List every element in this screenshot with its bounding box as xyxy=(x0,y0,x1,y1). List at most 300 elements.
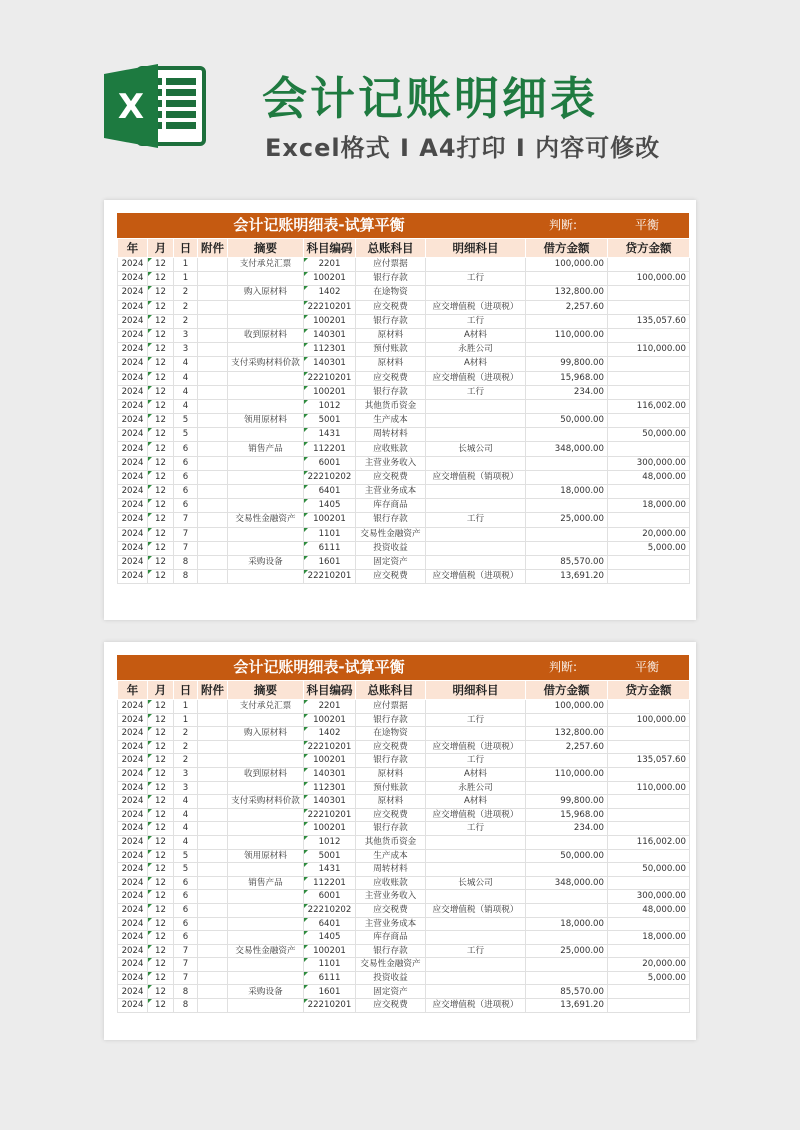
cell-attachment[interactable] xyxy=(198,931,228,945)
cell-detail-account[interactable]: A材料 xyxy=(426,795,526,809)
cell-summary[interactable] xyxy=(228,863,304,877)
cell-general-account[interactable]: 应付票据 xyxy=(356,700,426,714)
cell-detail-account[interactable]: 应交增值税（进项税） xyxy=(426,999,526,1013)
cell-account-code[interactable]: 100201 xyxy=(304,272,356,286)
cell-attachment[interactable] xyxy=(198,300,228,314)
cell-day[interactable]: 6 xyxy=(174,890,198,904)
cell-attachment[interactable] xyxy=(198,795,228,809)
cell-account-code[interactable]: 6401 xyxy=(304,485,356,499)
cell-account-code[interactable]: 2201 xyxy=(304,700,356,714)
cell-account-code[interactable]: 1405 xyxy=(304,499,356,513)
cell-summary[interactable]: 收到原材料 xyxy=(228,767,304,781)
cell-debit-amount[interactable]: 100,000.00 xyxy=(526,258,608,272)
cell-detail-account[interactable] xyxy=(426,428,526,442)
cell-attachment[interactable] xyxy=(198,286,228,300)
cell-attachment[interactable] xyxy=(198,485,228,499)
cell-month[interactable]: 12 xyxy=(148,371,174,385)
cell-debit-amount[interactable]: 110,000.00 xyxy=(526,767,608,781)
cell-debit-amount[interactable]: 50,000.00 xyxy=(526,849,608,863)
cell-attachment[interactable] xyxy=(198,958,228,972)
cell-attachment[interactable] xyxy=(198,700,228,714)
cell-account-code[interactable]: 100201 xyxy=(304,513,356,527)
cell-year[interactable]: 2024 xyxy=(118,357,148,371)
cell-general-account[interactable]: 原材料 xyxy=(356,767,426,781)
cell-general-account[interactable]: 原材料 xyxy=(356,357,426,371)
cell-credit-amount[interactable]: 50,000.00 xyxy=(608,428,690,442)
cell-account-code[interactable]: 1402 xyxy=(304,286,356,300)
cell-summary[interactable] xyxy=(228,808,304,822)
cell-year[interactable]: 2024 xyxy=(118,428,148,442)
cell-account-code[interactable]: 1431 xyxy=(304,863,356,877)
cell-debit-amount[interactable]: 348,000.00 xyxy=(526,876,608,890)
cell-general-account[interactable]: 预付账款 xyxy=(356,343,426,357)
cell-summary[interactable]: 购入原材料 xyxy=(228,286,304,300)
cell-year[interactable]: 2024 xyxy=(118,931,148,945)
cell-summary[interactable]: 领用原材料 xyxy=(228,849,304,863)
cell-credit-amount[interactable]: 300,000.00 xyxy=(608,456,690,470)
cell-day[interactable]: 1 xyxy=(174,713,198,727)
cell-attachment[interactable] xyxy=(198,272,228,286)
cell-credit-amount[interactable] xyxy=(608,822,690,836)
cell-credit-amount[interactable]: 5,000.00 xyxy=(608,541,690,555)
cell-general-account[interactable]: 生产成本 xyxy=(356,414,426,428)
cell-debit-amount[interactable] xyxy=(526,399,608,413)
cell-account-code[interactable]: 140301 xyxy=(304,328,356,342)
cell-credit-amount[interactable] xyxy=(608,555,690,569)
cell-attachment[interactable] xyxy=(198,740,228,754)
cell-year[interactable]: 2024 xyxy=(118,985,148,999)
cell-month[interactable]: 12 xyxy=(148,442,174,456)
cell-month[interactable]: 12 xyxy=(148,781,174,795)
cell-account-code[interactable]: 6111 xyxy=(304,971,356,985)
cell-general-account[interactable]: 周转材料 xyxy=(356,428,426,442)
cell-account-code[interactable]: 6401 xyxy=(304,917,356,931)
cell-attachment[interactable] xyxy=(198,835,228,849)
cell-month[interactable]: 12 xyxy=(148,541,174,555)
cell-credit-amount[interactable] xyxy=(608,999,690,1013)
cell-credit-amount[interactable]: 5,000.00 xyxy=(608,971,690,985)
cell-detail-account[interactable] xyxy=(426,863,526,877)
cell-summary[interactable] xyxy=(228,971,304,985)
cell-summary[interactable]: 支付采购材料价款 xyxy=(228,357,304,371)
cell-debit-amount[interactable]: 13,691.20 xyxy=(526,570,608,584)
cell-detail-account[interactable] xyxy=(426,890,526,904)
cell-account-code[interactable]: 5001 xyxy=(304,849,356,863)
cell-day[interactable]: 2 xyxy=(174,727,198,741)
cell-day[interactable]: 6 xyxy=(174,499,198,513)
cell-summary[interactable] xyxy=(228,999,304,1013)
cell-day[interactable]: 7 xyxy=(174,944,198,958)
cell-credit-amount[interactable] xyxy=(608,385,690,399)
cell-month[interactable]: 12 xyxy=(148,328,174,342)
cell-account-code[interactable]: 22210201 xyxy=(304,740,356,754)
cell-year[interactable]: 2024 xyxy=(118,767,148,781)
cell-year[interactable]: 2024 xyxy=(118,890,148,904)
cell-attachment[interactable] xyxy=(198,428,228,442)
cell-account-code[interactable]: 2201 xyxy=(304,258,356,272)
cell-credit-amount[interactable] xyxy=(608,357,690,371)
cell-year[interactable]: 2024 xyxy=(118,470,148,484)
cell-summary[interactable] xyxy=(228,272,304,286)
cell-credit-amount[interactable]: 50,000.00 xyxy=(608,863,690,877)
cell-month[interactable]: 12 xyxy=(148,727,174,741)
cell-general-account[interactable]: 交易性金融资产 xyxy=(356,958,426,972)
cell-account-code[interactable]: 100201 xyxy=(304,822,356,836)
cell-debit-amount[interactable]: 100,000.00 xyxy=(526,700,608,714)
cell-debit-amount[interactable]: 2,257.60 xyxy=(526,740,608,754)
cell-month[interactable]: 12 xyxy=(148,944,174,958)
cell-year[interactable]: 2024 xyxy=(118,917,148,931)
cell-month[interactable]: 12 xyxy=(148,485,174,499)
cell-year[interactable]: 2024 xyxy=(118,727,148,741)
cell-day[interactable]: 6 xyxy=(174,442,198,456)
cell-month[interactable]: 12 xyxy=(148,917,174,931)
cell-credit-amount[interactable]: 100,000.00 xyxy=(608,713,690,727)
cell-year[interactable]: 2024 xyxy=(118,944,148,958)
cell-day[interactable]: 7 xyxy=(174,971,198,985)
cell-attachment[interactable] xyxy=(198,499,228,513)
cell-detail-account[interactable]: 工行 xyxy=(426,713,526,727)
cell-debit-amount[interactable] xyxy=(526,863,608,877)
cell-general-account[interactable]: 银行存款 xyxy=(356,513,426,527)
cell-general-account[interactable]: 预付账款 xyxy=(356,781,426,795)
cell-year[interactable]: 2024 xyxy=(118,300,148,314)
cell-summary[interactable] xyxy=(228,371,304,385)
cell-summary[interactable]: 销售产品 xyxy=(228,876,304,890)
cell-debit-amount[interactable] xyxy=(526,971,608,985)
cell-summary[interactable] xyxy=(228,835,304,849)
cell-year[interactable]: 2024 xyxy=(118,971,148,985)
cell-month[interactable]: 12 xyxy=(148,808,174,822)
cell-month[interactable]: 12 xyxy=(148,849,174,863)
cell-debit-amount[interactable]: 2,257.60 xyxy=(526,300,608,314)
cell-day[interactable]: 2 xyxy=(174,754,198,768)
cell-debit-amount[interactable]: 18,000.00 xyxy=(526,917,608,931)
cell-day[interactable]: 6 xyxy=(174,470,198,484)
cell-attachment[interactable] xyxy=(198,371,228,385)
cell-credit-amount[interactable]: 116,002.00 xyxy=(608,399,690,413)
cell-day[interactable]: 6 xyxy=(174,903,198,917)
cell-day[interactable]: 8 xyxy=(174,985,198,999)
cell-detail-account[interactable]: A材料 xyxy=(426,328,526,342)
cell-detail-account[interactable] xyxy=(426,414,526,428)
cell-attachment[interactable] xyxy=(198,258,228,272)
cell-general-account[interactable]: 投资收益 xyxy=(356,971,426,985)
cell-credit-amount[interactable] xyxy=(608,513,690,527)
cell-summary[interactable]: 采购设备 xyxy=(228,555,304,569)
cell-day[interactable]: 7 xyxy=(174,527,198,541)
cell-general-account[interactable]: 固定资产 xyxy=(356,985,426,999)
cell-month[interactable]: 12 xyxy=(148,890,174,904)
cell-attachment[interactable] xyxy=(198,727,228,741)
cell-detail-account[interactable]: 工行 xyxy=(426,272,526,286)
cell-day[interactable]: 3 xyxy=(174,328,198,342)
cell-account-code[interactable]: 100201 xyxy=(304,713,356,727)
cell-month[interactable]: 12 xyxy=(148,795,174,809)
cell-summary[interactable] xyxy=(228,385,304,399)
cell-attachment[interactable] xyxy=(198,357,228,371)
cell-debit-amount[interactable] xyxy=(526,713,608,727)
cell-general-account[interactable]: 其他货币资金 xyxy=(356,399,426,413)
cell-detail-account[interactable] xyxy=(426,700,526,714)
cell-credit-amount[interactable]: 18,000.00 xyxy=(608,499,690,513)
cell-credit-amount[interactable]: 20,000.00 xyxy=(608,527,690,541)
cell-attachment[interactable] xyxy=(198,808,228,822)
cell-attachment[interactable] xyxy=(198,890,228,904)
cell-debit-amount[interactable]: 50,000.00 xyxy=(526,414,608,428)
cell-credit-amount[interactable] xyxy=(608,985,690,999)
cell-debit-amount[interactable] xyxy=(526,272,608,286)
cell-detail-account[interactable]: 工行 xyxy=(426,754,526,768)
cell-detail-account[interactable]: 长城公司 xyxy=(426,442,526,456)
cell-attachment[interactable] xyxy=(198,822,228,836)
cell-day[interactable]: 5 xyxy=(174,849,198,863)
cell-detail-account[interactable]: 应交增值税（进项税） xyxy=(426,808,526,822)
cell-year[interactable]: 2024 xyxy=(118,903,148,917)
cell-debit-amount[interactable]: 132,800.00 xyxy=(526,286,608,300)
cell-detail-account[interactable]: 应交增值税（进项税） xyxy=(426,300,526,314)
cell-attachment[interactable] xyxy=(198,876,228,890)
cell-detail-account[interactable]: 长城公司 xyxy=(426,876,526,890)
cell-attachment[interactable] xyxy=(198,999,228,1013)
cell-day[interactable]: 2 xyxy=(174,300,198,314)
cell-general-account[interactable]: 银行存款 xyxy=(356,754,426,768)
cell-debit-amount[interactable]: 15,968.00 xyxy=(526,808,608,822)
cell-general-account[interactable]: 银行存款 xyxy=(356,272,426,286)
cell-summary[interactable] xyxy=(228,527,304,541)
cell-month[interactable]: 12 xyxy=(148,527,174,541)
cell-summary[interactable] xyxy=(228,470,304,484)
cell-year[interactable]: 2024 xyxy=(118,795,148,809)
cell-debit-amount[interactable] xyxy=(526,754,608,768)
cell-debit-amount[interactable]: 25,000.00 xyxy=(526,513,608,527)
cell-attachment[interactable] xyxy=(198,513,228,527)
cell-month[interactable]: 12 xyxy=(148,971,174,985)
cell-summary[interactable] xyxy=(228,781,304,795)
cell-account-code[interactable]: 22210201 xyxy=(304,300,356,314)
cell-attachment[interactable] xyxy=(198,385,228,399)
cell-year[interactable]: 2024 xyxy=(118,343,148,357)
cell-detail-account[interactable]: 应交增值税（进项税） xyxy=(426,570,526,584)
cell-day[interactable]: 4 xyxy=(174,399,198,413)
cell-month[interactable]: 12 xyxy=(148,903,174,917)
cell-year[interactable]: 2024 xyxy=(118,835,148,849)
cell-debit-amount[interactable]: 132,800.00 xyxy=(526,727,608,741)
cell-credit-amount[interactable] xyxy=(608,917,690,931)
cell-credit-amount[interactable]: 110,000.00 xyxy=(608,343,690,357)
cell-debit-amount[interactable]: 234.00 xyxy=(526,822,608,836)
cell-general-account[interactable]: 主营业务成本 xyxy=(356,485,426,499)
cell-general-account[interactable]: 库存商品 xyxy=(356,499,426,513)
cell-account-code[interactable]: 140301 xyxy=(304,767,356,781)
cell-credit-amount[interactable] xyxy=(608,700,690,714)
cell-detail-account[interactable]: 工行 xyxy=(426,944,526,958)
cell-general-account[interactable]: 主营业务成本 xyxy=(356,917,426,931)
cell-year[interactable]: 2024 xyxy=(118,958,148,972)
cell-general-account[interactable]: 在途物资 xyxy=(356,727,426,741)
cell-month[interactable]: 12 xyxy=(148,399,174,413)
cell-credit-amount[interactable] xyxy=(608,876,690,890)
cell-month[interactable]: 12 xyxy=(148,272,174,286)
cell-year[interactable]: 2024 xyxy=(118,314,148,328)
cell-day[interactable]: 8 xyxy=(174,570,198,584)
cell-credit-amount[interactable] xyxy=(608,570,690,584)
cell-month[interactable]: 12 xyxy=(148,700,174,714)
cell-general-account[interactable]: 原材料 xyxy=(356,328,426,342)
cell-credit-amount[interactable] xyxy=(608,286,690,300)
cell-year[interactable]: 2024 xyxy=(118,485,148,499)
cell-debit-amount[interactable] xyxy=(526,890,608,904)
cell-credit-amount[interactable] xyxy=(608,371,690,385)
cell-general-account[interactable]: 周转材料 xyxy=(356,863,426,877)
cell-year[interactable]: 2024 xyxy=(118,754,148,768)
cell-year[interactable]: 2024 xyxy=(118,513,148,527)
cell-credit-amount[interactable]: 48,000.00 xyxy=(608,903,690,917)
cell-summary[interactable] xyxy=(228,740,304,754)
cell-general-account[interactable]: 银行存款 xyxy=(356,944,426,958)
cell-month[interactable]: 12 xyxy=(148,931,174,945)
cell-general-account[interactable]: 应交税费 xyxy=(356,999,426,1013)
cell-attachment[interactable] xyxy=(198,754,228,768)
cell-general-account[interactable]: 应交税费 xyxy=(356,570,426,584)
cell-year[interactable]: 2024 xyxy=(118,272,148,286)
cell-debit-amount[interactable]: 25,000.00 xyxy=(526,944,608,958)
cell-day[interactable]: 2 xyxy=(174,740,198,754)
cell-account-code[interactable]: 140301 xyxy=(304,357,356,371)
cell-credit-amount[interactable]: 300,000.00 xyxy=(608,890,690,904)
cell-day[interactable]: 6 xyxy=(174,917,198,931)
cell-day[interactable]: 4 xyxy=(174,385,198,399)
cell-attachment[interactable] xyxy=(198,541,228,555)
cell-summary[interactable] xyxy=(228,903,304,917)
cell-month[interactable]: 12 xyxy=(148,357,174,371)
cell-month[interactable]: 12 xyxy=(148,822,174,836)
cell-debit-amount[interactable]: 234.00 xyxy=(526,385,608,399)
cell-detail-account[interactable]: 永胜公司 xyxy=(426,781,526,795)
cell-credit-amount[interactable] xyxy=(608,300,690,314)
cell-account-code[interactable]: 100201 xyxy=(304,385,356,399)
cell-year[interactable]: 2024 xyxy=(118,499,148,513)
cell-general-account[interactable]: 应收账款 xyxy=(356,876,426,890)
cell-attachment[interactable] xyxy=(198,442,228,456)
cell-day[interactable]: 3 xyxy=(174,343,198,357)
cell-attachment[interactable] xyxy=(198,456,228,470)
cell-detail-account[interactable] xyxy=(426,985,526,999)
cell-credit-amount[interactable] xyxy=(608,767,690,781)
cell-year[interactable]: 2024 xyxy=(118,849,148,863)
cell-year[interactable]: 2024 xyxy=(118,781,148,795)
cell-day[interactable]: 6 xyxy=(174,456,198,470)
cell-year[interactable]: 2024 xyxy=(118,555,148,569)
cell-detail-account[interactable] xyxy=(426,286,526,300)
cell-detail-account[interactable] xyxy=(426,555,526,569)
cell-detail-account[interactable]: 工行 xyxy=(426,513,526,527)
cell-debit-amount[interactable] xyxy=(526,343,608,357)
cell-account-code[interactable]: 1402 xyxy=(304,727,356,741)
cell-summary[interactable]: 支付承兑汇票 xyxy=(228,700,304,714)
cell-month[interactable]: 12 xyxy=(148,414,174,428)
cell-account-code[interactable]: 112201 xyxy=(304,442,356,456)
cell-account-code[interactable]: 6001 xyxy=(304,890,356,904)
cell-day[interactable]: 4 xyxy=(174,371,198,385)
cell-debit-amount[interactable] xyxy=(526,527,608,541)
cell-day[interactable]: 7 xyxy=(174,541,198,555)
cell-attachment[interactable] xyxy=(198,414,228,428)
cell-year[interactable]: 2024 xyxy=(118,286,148,300)
cell-year[interactable]: 2024 xyxy=(118,740,148,754)
cell-day[interactable]: 8 xyxy=(174,555,198,569)
cell-general-account[interactable]: 应交税费 xyxy=(356,808,426,822)
cell-credit-amount[interactable]: 116,002.00 xyxy=(608,835,690,849)
cell-detail-account[interactable]: 应交增值税（销项税） xyxy=(426,470,526,484)
cell-summary[interactable] xyxy=(228,300,304,314)
cell-attachment[interactable] xyxy=(198,328,228,342)
cell-day[interactable]: 1 xyxy=(174,272,198,286)
cell-general-account[interactable]: 银行存款 xyxy=(356,822,426,836)
cell-credit-amount[interactable]: 135,057.60 xyxy=(608,314,690,328)
cell-month[interactable]: 12 xyxy=(148,863,174,877)
cell-summary[interactable] xyxy=(228,754,304,768)
cell-credit-amount[interactable]: 110,000.00 xyxy=(608,781,690,795)
cell-summary[interactable]: 支付承兑汇票 xyxy=(228,258,304,272)
cell-debit-amount[interactable]: 348,000.00 xyxy=(526,442,608,456)
cell-day[interactable]: 6 xyxy=(174,876,198,890)
cell-account-code[interactable]: 22210201 xyxy=(304,999,356,1013)
cell-credit-amount[interactable] xyxy=(608,485,690,499)
cell-month[interactable]: 12 xyxy=(148,958,174,972)
cell-day[interactable]: 4 xyxy=(174,795,198,809)
cell-credit-amount[interactable] xyxy=(608,808,690,822)
cell-day[interactable]: 4 xyxy=(174,835,198,849)
cell-credit-amount[interactable] xyxy=(608,740,690,754)
cell-day[interactable]: 1 xyxy=(174,258,198,272)
cell-summary[interactable]: 购入原材料 xyxy=(228,727,304,741)
cell-general-account[interactable]: 主营业务收入 xyxy=(356,456,426,470)
cell-summary[interactable] xyxy=(228,499,304,513)
cell-day[interactable]: 3 xyxy=(174,767,198,781)
cell-day[interactable]: 8 xyxy=(174,999,198,1013)
cell-month[interactable]: 12 xyxy=(148,385,174,399)
cell-day[interactable]: 2 xyxy=(174,314,198,328)
cell-detail-account[interactable]: A材料 xyxy=(426,767,526,781)
cell-credit-amount[interactable]: 48,000.00 xyxy=(608,470,690,484)
cell-day[interactable]: 4 xyxy=(174,822,198,836)
cell-general-account[interactable]: 应交税费 xyxy=(356,371,426,385)
cell-month[interactable]: 12 xyxy=(148,470,174,484)
cell-general-account[interactable]: 库存商品 xyxy=(356,931,426,945)
cell-credit-amount[interactable] xyxy=(608,258,690,272)
cell-general-account[interactable]: 银行存款 xyxy=(356,314,426,328)
cell-summary[interactable] xyxy=(228,822,304,836)
cell-day[interactable]: 5 xyxy=(174,863,198,877)
cell-detail-account[interactable] xyxy=(426,931,526,945)
cell-day[interactable]: 5 xyxy=(174,414,198,428)
cell-account-code[interactable]: 100201 xyxy=(304,314,356,328)
cell-month[interactable]: 12 xyxy=(148,300,174,314)
cell-credit-amount[interactable]: 100,000.00 xyxy=(608,272,690,286)
cell-general-account[interactable]: 银行存款 xyxy=(356,385,426,399)
cell-general-account[interactable]: 应交税费 xyxy=(356,740,426,754)
cell-detail-account[interactable]: 工行 xyxy=(426,385,526,399)
cell-account-code[interactable]: 1431 xyxy=(304,428,356,442)
cell-general-account[interactable]: 应收账款 xyxy=(356,442,426,456)
cell-account-code[interactable]: 22210201 xyxy=(304,371,356,385)
cell-month[interactable]: 12 xyxy=(148,999,174,1013)
cell-year[interactable]: 2024 xyxy=(118,456,148,470)
cell-general-account[interactable]: 银行存款 xyxy=(356,713,426,727)
cell-attachment[interactable] xyxy=(198,903,228,917)
cell-summary[interactable] xyxy=(228,713,304,727)
